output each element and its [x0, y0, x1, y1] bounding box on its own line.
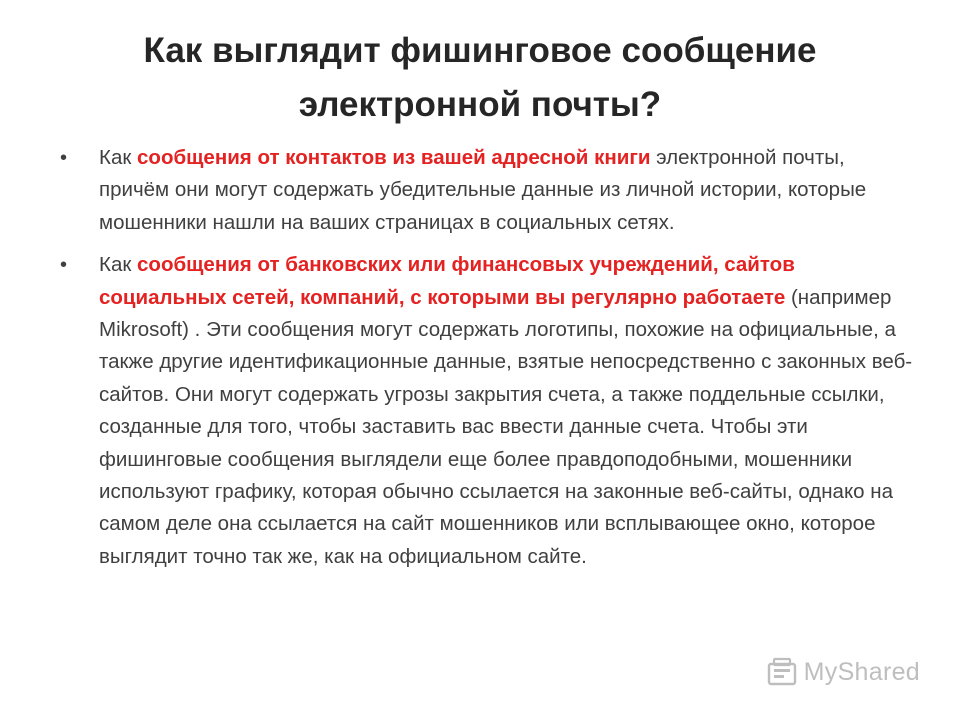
slide-title: [60, 24, 900, 132]
bullet-text-part: электронной почты, причём они могут содержать убедительные данные из личной истории, которые мошенники нашли на ваших страницах в социальных сетях.: [99, 146, 867, 234]
bullet-highlight: сообщения от контактов из вашей адресной книги: [137, 146, 651, 169]
title-line-1: Как выглядит фишинговое сообщение: [143, 31, 817, 70]
bullet-dot: •: [60, 147, 68, 169]
watermark-text: MyShared: [803, 657, 920, 686]
myshared-logo-icon: [766, 656, 798, 688]
bullet-dot: •: [60, 254, 68, 277]
bullet-highlight: сообщения от банковских или финансовых учреждений, сайтов социальных сетей, компаний, с которыми вы регулярно работаете: [99, 253, 795, 309]
bullet-item-address-book: [60, 142, 920, 239]
bullet-item-institutions: [60, 249, 920, 573]
title-line-2: электронной почты?: [298, 85, 662, 124]
bullet-list: [60, 142, 920, 573]
myshared-watermark: [766, 655, 920, 689]
bullet-text-part: (например Mikrosoft) . Эти сообщения могут содержать логотипы, похожие на официальные, а также другие идентификационные данные, взятые непосредственно с законных веб-сайтов. Они могут содержать угрозы закрытия счета, а также поддельные ссылки, созданные для того, чтобы заставить вас ввести данные счета. Чтобы эти фишинговые сообщения выглядели еще более правдоподобными, мошенники используют графику, которая обычно ссылается на законные веб-сайты, однако на самом деле она ссылается на сайт мошенников или всплывающее окно, которое выглядит точно так же, как на официальном сайте.: [99, 285, 913, 568]
bullet-text-part: Как: [99, 146, 138, 169]
bullet-text-part: Как: [99, 253, 138, 277]
